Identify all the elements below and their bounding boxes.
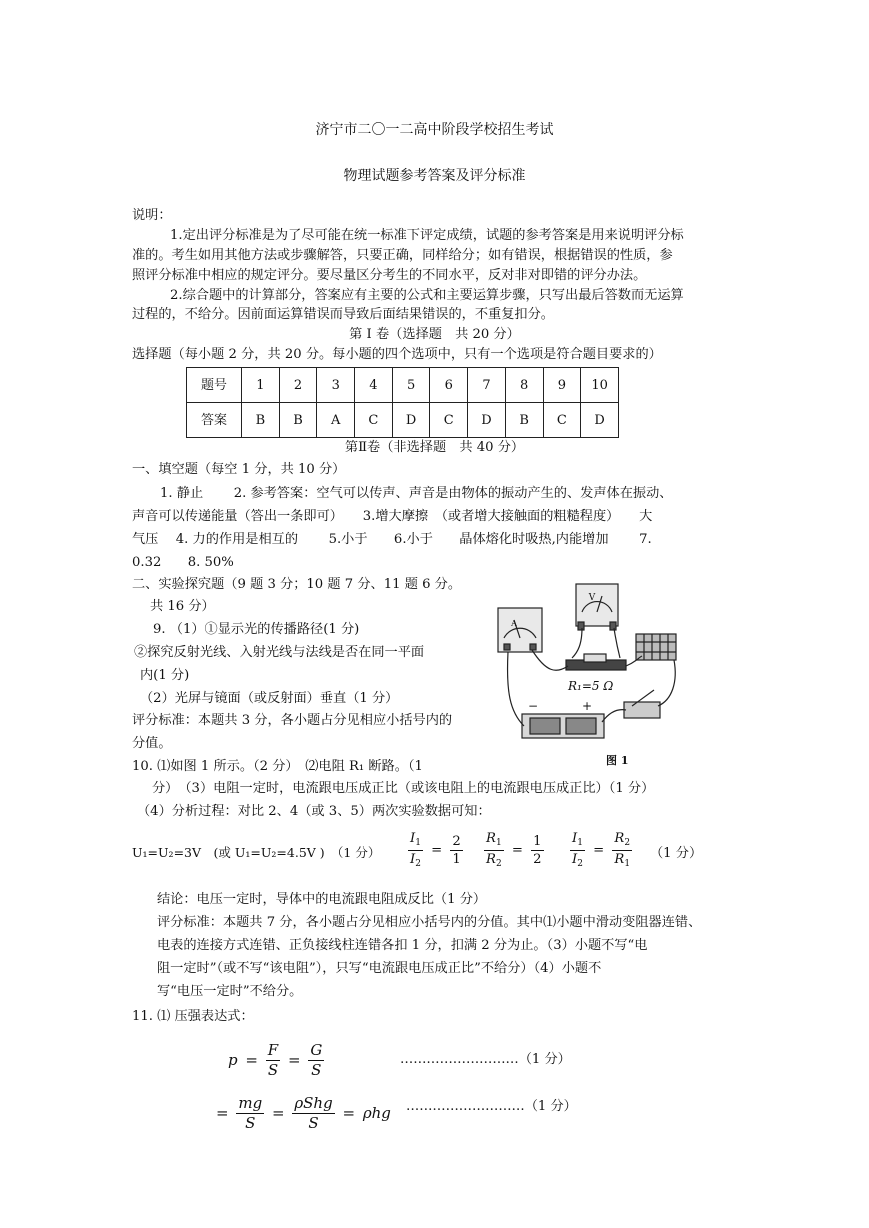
answer-cell: D (581, 403, 619, 438)
question-number: 9 (543, 368, 581, 403)
numerator: R (486, 831, 496, 846)
voltmeter-label: V (588, 593, 596, 603)
answer-table (186, 367, 619, 438)
question-number: 4 (355, 368, 393, 403)
notes-p1-line1: 1.定出评分标准是为了尽可能在统一标准下评定成绩，试题的参考答案是用来说明评分标 (170, 228, 684, 243)
fill-line2: 声音可以传递能量（答出一条即可） 3.增大摩擦 （或者增大接触面的粗糙程度） 大 (132, 509, 653, 524)
ratio-I-equals-R: $\frac{I_1}{I_2}$ = $\frac{R_2}{R_1}$ (572, 831, 631, 869)
numerator: I (410, 831, 416, 846)
subscript: 2 (624, 838, 631, 848)
answer-cell: A (317, 403, 355, 438)
q11-line1: 11. ⑴ 压强表达式： (132, 1009, 254, 1024)
math-rhohg: ρhg (362, 1104, 391, 1122)
subscript: 2 (577, 859, 583, 869)
notes-p1-line2: 准的。考生如用其他方法或步骤解答，只要正确，同样给分；如有错误，根据错误的性质，参 (132, 248, 673, 263)
question-number: 10 (581, 368, 619, 403)
subscript: 1 (624, 859, 631, 869)
denominator: I (572, 852, 578, 867)
q10-equation-score: （1 分） (650, 846, 703, 861)
numerator: F (267, 1041, 279, 1059)
fraction-G-S (308, 1043, 324, 1078)
fraction-F-S (266, 1043, 280, 1078)
switch-icon (624, 702, 660, 718)
q11-score-2: ………………………（1 分） (406, 1099, 577, 1114)
answer-cell: B (505, 403, 543, 438)
q10-line3: （4）分析过程：对比 2、4（或 3、5）两次实验数据可知： (137, 804, 491, 819)
page-title: 济宁市二〇一二高中阶段学校招生考试 (315, 122, 554, 138)
subscript: 1 (577, 838, 583, 848)
q10-standard-line2: 电表的连接方式连错、正负接线柱连错各扣 1 分，扣满 2 分为止。（3）小题不写“电 (157, 938, 648, 953)
answer-row (187, 403, 619, 438)
fraction-2-1 (450, 835, 462, 866)
question-number: 8 (505, 368, 543, 403)
pressure-equation-2: = $\frac{mg}{S}$ = $\frac{\text{ρShg}}{S}$ = ρhg (216, 1094, 391, 1132)
q9-line6: 分值。 (132, 736, 172, 751)
q10-line2: 分） （3）电阻一定时，电流跟电压成正比（或该电阻上的电流跟电压成正比）（1 分） (152, 781, 655, 796)
resistor-label: R₁=5 Ω (568, 679, 614, 693)
q10-standard-line1: 评分标准：本题共 7 分，各小题占分见相应小括号内的分值。其中⑴小题中滑动变阻器连错、 (157, 915, 702, 930)
question-number: 2 (279, 368, 317, 403)
fill-line4: 0.32 8. 50% (132, 555, 234, 570)
q9-line5: 评分标准：本题共 3 分，各小题占分见相应小括号内的 (132, 713, 453, 728)
denominator: I (410, 852, 416, 867)
q9-line3: 内(1 分) (140, 668, 190, 683)
question-number-label: 题号 (187, 368, 242, 403)
fill-heading: 一、填空题（每空 1 分，共 10 分） (132, 462, 346, 477)
fill-line3: 气压 4. 力的作用是相互的 5.小于 6.小于 晶体熔化时吸热,内能增加 7. (132, 532, 652, 547)
fraction-mg-S (236, 1096, 264, 1131)
denominator: 1 (452, 852, 461, 867)
ratio-R1-R2: $\frac{R_1}{R_2}$ = $\frac{1}{2}$ (486, 831, 542, 869)
subscript: 1 (415, 838, 421, 848)
answer-cell: C (355, 403, 393, 438)
numerator: I (572, 831, 578, 846)
q10-equation-prefix: U₁=U₂=3V (或 U₁=U₂=4.5V ) （1 分） (132, 845, 381, 860)
battery-minus-label: − (528, 699, 539, 713)
q10-standard-line3: 阻一定时”（或不写“该电阻”），只写“电流跟电压成正比”不给分）（4）小题不 (157, 961, 602, 976)
denominator: S (267, 1061, 279, 1079)
fraction-rhoShg-S (292, 1096, 334, 1131)
exp-heading-line2: 共 16 分） (150, 599, 215, 614)
answer-label: 答案 (187, 403, 242, 438)
numerator: G (310, 1041, 323, 1059)
denominator: R (614, 852, 625, 867)
question-number-row (187, 368, 619, 403)
q11-score-1: ………………………（1 分） (400, 1052, 571, 1067)
denominator: S (308, 1114, 319, 1132)
circuit-figure (486, 582, 686, 772)
q9-line4: （2）光屏与镜面（或反射面）垂直（1 分） (140, 691, 399, 706)
answer-cell: B (242, 403, 280, 438)
math-p: p (228, 1051, 238, 1069)
q9-line2: ②探究反射光线、入射光线与法线是否在同一平面 (134, 645, 425, 660)
fraction-1-2 (531, 835, 543, 866)
answer-cell: D (392, 403, 430, 438)
question-number: 7 (468, 368, 506, 403)
part1-heading: 第 I 卷（选择题 共 20 分） (349, 327, 520, 342)
notes-heading: 说明： (132, 208, 172, 223)
question-number: 3 (317, 368, 355, 403)
fraction-R-inverse (612, 832, 632, 869)
exp-heading-line1: 二、实验探究题（9 题 3 分；10 题 7 分、11 题 6 分。 (132, 577, 462, 592)
answer-cell: D (468, 403, 506, 438)
ratio-I1-I2: $\frac{I_1}{I_2}$ = $\frac{2}{1}$ (410, 831, 461, 869)
numerator: 1 (531, 835, 543, 851)
numerator: 2 (450, 835, 462, 851)
fraction-R (484, 832, 504, 869)
denominator: S (245, 1114, 256, 1132)
subscript: 2 (415, 859, 421, 869)
notes-p2-line2: 过程的，不给分。因前面运算错误而导致后面结果错误的，不重复扣分。 (132, 307, 554, 322)
answer-cell: B (279, 403, 317, 438)
notes-p1-line3: 照评分标准中相应的规定评分。要尽量区分考生的不同水平，反对非对即错的评分办法。 (132, 268, 647, 283)
fraction-I (408, 832, 423, 869)
numerator: ρShg (294, 1094, 333, 1112)
q10-standard-line4: 写“电压一定时”不给分。 (157, 984, 303, 999)
answer-cell: C (430, 403, 468, 438)
denominator: S (311, 1061, 322, 1079)
answer-cell: C (543, 403, 581, 438)
voltmeter-icon (576, 584, 618, 626)
ammeter-label: A (511, 619, 517, 628)
part2-heading: 第Ⅱ卷（非选择题 共 40 分） (344, 440, 525, 455)
q10-line1: 10. ⑴如图 1 所示。（2 分） ⑵电阻 R₁ 断路。（1 (132, 759, 423, 774)
figure-caption: 图 1 (606, 754, 629, 767)
notes-p2-line1: 2.综合题中的计算部分，答案应有主要的公式和主要运算步骤，只写出最后答数而无运算 (170, 288, 684, 303)
page-subtitle: 物理试题参考答案及评分标准 (343, 168, 526, 184)
denominator: R (486, 852, 496, 867)
subscript: 2 (495, 859, 502, 869)
question-number: 5 (392, 368, 430, 403)
question-number: 1 (242, 368, 280, 403)
fraction-I (570, 832, 585, 869)
denominator: 2 (533, 852, 542, 867)
subscript: 1 (495, 838, 502, 848)
q9-line1: 9. （1）①显示光的传播路径(1 分) (153, 622, 360, 637)
numerator: mg (238, 1094, 263, 1112)
pressure-equation-1: p = $\frac{F}{S}$ = $\frac{G}{S}$ (228, 1041, 323, 1079)
fill-line1: 1. 静止 2. 参考答案：空气可以传声、声音是由物体的振动产生的、发声体在振动、 (160, 486, 673, 501)
battery-plus-label: + (582, 699, 593, 713)
numerator: R (614, 831, 625, 846)
question-number: 6 (430, 368, 468, 403)
part1-intro: 选择题（每小题 2 分，共 20 分。每小题的四个选项中，只有一个选项是符合题目要求的） (132, 347, 662, 362)
q10-conclusion: 结论：电压一定时，导体中的电流跟电阻成反比（1 分） (157, 892, 487, 907)
